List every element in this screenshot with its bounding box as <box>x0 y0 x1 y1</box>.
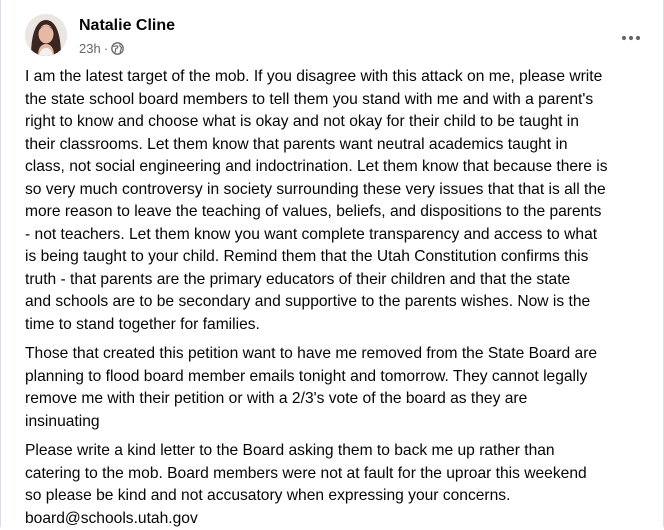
post-paragraph <box>25 440 655 530</box>
author-name[interactable]: Natalie Cline <box>79 17 175 35</box>
globe-icon[interactable] <box>111 42 124 55</box>
text-line: so please be kind and not accusatory when expressing your concerns. <box>25 485 655 508</box>
post-paragraph <box>25 343 655 433</box>
text-line: Those that created this petition want to have me removed from the State Board are <box>25 343 655 366</box>
text-line: is being taught to your child. Remind them that the Utah Constitution confirms this <box>25 246 655 269</box>
post-header <box>1 0 664 68</box>
text-line: the state school board members to tell them you stand with me and with a parent's <box>25 89 655 112</box>
text-line: so very much controversy in society surrounding these very issues that that is all the <box>25 179 655 202</box>
post-meta <box>79 41 124 56</box>
text-line: I am the latest target of the mob. If you disagree with this attack on me, please write <box>25 66 655 89</box>
text-line: more reason to leave the teaching of values, beliefs, and dispositions to the parents <box>25 201 655 224</box>
text-line: catering to the mob. Board members were not at fault for the uproar this weekend <box>25 463 655 486</box>
text-line: their classrooms. Let them know that parents want neutral academics taught in <box>25 134 655 157</box>
text-line: remove me with their petition or with a 2/3's vote of the board as they are <box>25 388 655 411</box>
text-line: class, not social engineering and indoctrination. Let them know that because there is <box>25 156 655 179</box>
avatar-photo <box>25 14 67 56</box>
meta-separator: · <box>104 41 108 56</box>
text-line: Please write a kind letter to the Board asking them to back me up rather than <box>25 440 655 463</box>
text-line: time to stand together for families. <box>25 314 655 337</box>
more-options-icon[interactable] <box>613 24 649 52</box>
post-body <box>25 66 655 530</box>
post-timestamp[interactable]: 23h <box>79 41 101 56</box>
board-email-text: board@schools.utah.gov <box>25 508 655 530</box>
text-line: - not teachers. Let them know you want complete transparency and access to what <box>25 224 655 247</box>
text-line: planning to flood board member emails tonight and tomorrow. They cannot legally <box>25 366 655 389</box>
text-line: truth - that parents are the primary educators of their children and that the state <box>25 269 655 292</box>
text-line: right to know and choose what is okay and not okay for their child to be taught in <box>25 111 655 134</box>
text-line: insinuating <box>25 411 655 434</box>
avatar[interactable] <box>25 14 67 56</box>
post-paragraph <box>25 66 655 336</box>
text-line: and schools are to be secondary and supportive to the parents wishes. Now is the <box>25 291 655 314</box>
